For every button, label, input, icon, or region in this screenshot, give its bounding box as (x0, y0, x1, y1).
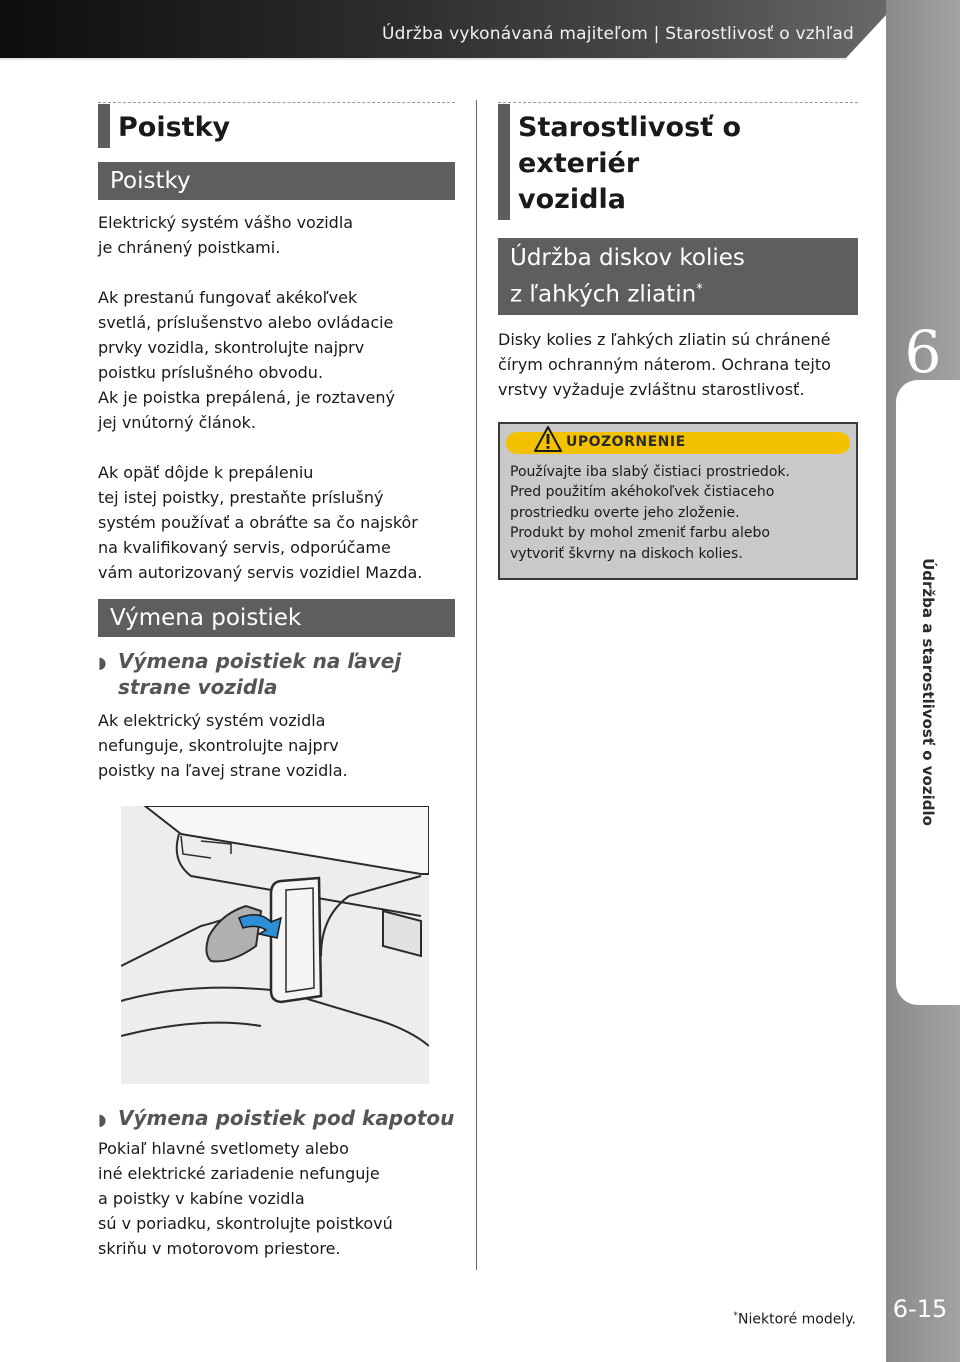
h1-line: Starostlivosť o exteriér (518, 112, 742, 179)
paragraph-alloy-wheels (498, 327, 858, 402)
chapter-title-vertical: Údržba a starostlivosť o vozidlo (919, 558, 937, 826)
text-line: Ak prestanú fungovať akékoľvek (98, 288, 358, 307)
warning-triangle-icon (534, 426, 562, 452)
section-heading-exterior (498, 104, 858, 220)
subsection-heading-lava (98, 649, 455, 700)
text-line: vrstvy vyžaduje zvláštnu starostlivosť. (498, 379, 805, 399)
left-column (98, 100, 455, 783)
paragraph-left-fuses (98, 708, 455, 783)
text-line: čírym ochranným náterom. Ochrana tejto (498, 354, 831, 374)
caution-line: vytvoriť škvrny na diskoch kolies. (510, 545, 743, 562)
column-divider (476, 100, 477, 1270)
footnote-text: Niektoré modely. (738, 1311, 856, 1328)
footnote-mark: * (733, 1311, 739, 1321)
h3-line: strane vozidla (118, 675, 278, 699)
text-line: vám autorizovaný servis vozidiel Mazda. (98, 563, 423, 582)
chapter-number: 6 (904, 318, 942, 386)
section-marker-icon: ◗ (98, 1110, 107, 1129)
caution-box (498, 422, 858, 581)
footnote-mark: * (696, 282, 703, 297)
text-line: Disky kolies z ľahkých zliatin sú chránené (498, 329, 831, 349)
caution-line: Používajte iba slabý čistiaci prostriedok. (510, 463, 790, 480)
paragraph-intro (98, 210, 455, 260)
h2-line: Údržba diskov kolies (510, 245, 745, 271)
text-line: skriňu v motorovom priestore. (98, 1239, 341, 1258)
text-line: a poistky v kabíne vozidla (98, 1189, 305, 1208)
subheading-poistky: Poistky (98, 162, 455, 200)
text-line: sú v poriadku, skontrolujte poistkovú (98, 1214, 393, 1233)
caution-line: Pred použitím akéhokoľvek čistiaceho (510, 484, 775, 501)
caution-text (500, 454, 856, 579)
section-heading-poistky: Poistky (98, 104, 455, 148)
text-line: nefunguje, skontrolujte najprv (98, 736, 339, 755)
text-line: Ak je poistka prepálená, je roztavený (98, 388, 395, 407)
section-marker-icon: ◗ (98, 653, 107, 672)
text-line: prvky vozidla, skontrolujte najprv (98, 338, 365, 357)
text-line: je chránený poistkami. (98, 238, 281, 257)
text-line: poistky na ľavej strane vozidla. (98, 761, 348, 780)
text-line: Ak opäť dôjde k prepáleniu (98, 463, 314, 482)
text-line: Ak elektrický systém vozidla (98, 711, 326, 730)
caution-label: UPOZORNENIE (566, 433, 686, 450)
subheading-vymena-poistiek: Výmena poistiek (98, 599, 455, 637)
text-line: Elektrický systém vášho vozidla (98, 213, 354, 232)
text-line: jej vnútorný článok. (98, 413, 256, 432)
h3-line: Výmena poistiek na ľavej (118, 649, 402, 673)
subheading-alloy-wheels (498, 238, 858, 315)
footnote (734, 1311, 856, 1328)
right-column (498, 100, 858, 580)
caution-line: prostriedku overte jeho zloženie. (510, 504, 740, 521)
left-column-lower (98, 1106, 455, 1261)
text-line: iné elektrické zariadenie nefunguje (98, 1164, 380, 1183)
paragraph-engine-fuses (98, 1136, 455, 1261)
h3-line: Výmena poistiek pod kapotou (118, 1106, 455, 1130)
page-number: 6-15 (892, 1295, 948, 1323)
h2-line-text: z ľahkých zliatin (510, 281, 697, 308)
text-line: systém používať a obráťte sa čo najskôr (98, 513, 418, 532)
running-header-title: Údržba vykonávaná majiteľom | Starostlivosť o vzhľad (382, 24, 854, 44)
subsection-heading-kapota (98, 1106, 455, 1132)
caution-header (506, 432, 850, 454)
text-line: Pokiaľ hlavné svetlomety alebo (98, 1139, 349, 1158)
h1-line: vozidla (518, 184, 626, 215)
fuse-panel-illustration (121, 806, 429, 1084)
caution-line: Produkt by mohol zmeniť farbu alebo (510, 525, 770, 542)
text-line: svetlá, príslušenstvo alebo ovládacie (98, 313, 394, 332)
h2-line (510, 274, 846, 311)
text-line: tej istej poistky, prestaňte príslušný (98, 488, 384, 507)
paragraph-fuse-check (98, 285, 455, 435)
text-line: na kvalifikovaný servis, odporúčame (98, 538, 391, 557)
paragraph-repeat-blowout (98, 460, 455, 585)
header-underline (0, 58, 846, 60)
text-line: poistku príslušného obvodu. (98, 363, 324, 382)
fuse-panel-drawing (121, 806, 429, 1084)
